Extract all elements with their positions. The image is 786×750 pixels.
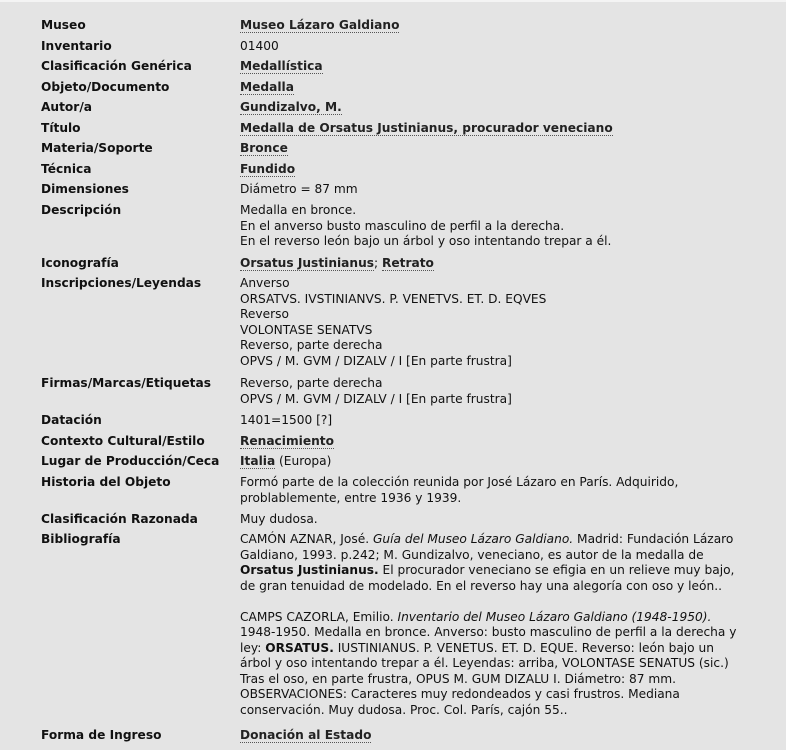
label-museo: Museo (41, 18, 86, 32)
bib-ref2-line6: OBSERVACIONES: Caracteres muy redondeados y casi frustros. Mediana (240, 687, 680, 701)
value-razonada: Muy dudosa. (240, 512, 318, 526)
value-datacion: 1401=1500 [?] (240, 413, 333, 427)
inscripcion-line: Anverso (240, 276, 290, 290)
value-descripcion (240, 203, 770, 250)
autor-link[interactable]: Gundizalvo, M. (240, 100, 342, 114)
bib-spacer (240, 594, 770, 610)
ingreso-link[interactable]: Donación al Estado (240, 728, 372, 742)
label-firmas: Firmas/Marcas/Etiquetas (41, 376, 211, 390)
label-autor: Autor/a (41, 100, 92, 114)
lugar-link[interactable]: Italia (240, 454, 276, 468)
iconografia-link-retrato[interactable]: Retrato (382, 256, 434, 270)
label-clasificacion: Clasificación Genérica (41, 59, 192, 73)
value-autor (240, 100, 770, 116)
value-inscripciones (240, 276, 770, 369)
label-objeto: Objeto/Documento (41, 80, 170, 94)
bib-ref2-line7: conservación. Muy dudosa. Proc. Col. París, cajón 55.. (240, 702, 568, 717)
bib-ref1-line2: Galdiano, 1993. p.242; M. Gundizalvo, veneciano, es autor de la medalla de (240, 547, 704, 562)
tecnica-link[interactable]: Fundido (240, 162, 296, 176)
value-museo (240, 18, 770, 34)
label-historia: Historia del Objeto (41, 475, 171, 489)
museo-link[interactable]: Museo Lázaro Galdiano (240, 18, 400, 32)
label-inscripciones: Inscripciones/Leyendas (41, 276, 202, 290)
value-inventario: 01400 (240, 39, 279, 53)
bib-ref2-work: Inventario del Museo Lázaro Galdiano (1948-1950). (397, 609, 712, 624)
historia-line: Formó parte de la colección reunida por José Lázaro en París. Adquirido, (240, 475, 679, 489)
label-contexto: Contexto Cultural/Estilo (41, 434, 205, 448)
bib-ref1-line3 (240, 563, 770, 579)
clasificacion-link[interactable]: Medallística (240, 59, 323, 73)
label-descripcion: Descripción (41, 203, 122, 217)
label-titulo: Título (41, 121, 81, 135)
descripcion-line: Medalla en bronce. (240, 203, 357, 217)
label-ingreso: Forma de Ingreso (41, 728, 162, 742)
bib-ref2-text: ley: (240, 640, 266, 655)
label-bibliografia: Bibliografía (41, 532, 121, 546)
iconografia-separator: ; (374, 256, 379, 270)
inscripcion-line: Reverso (240, 307, 289, 321)
inscripcion-line: ORSATVS. IVSTINIANVS. P. VENETVS. ET. D. EQVES (240, 291, 547, 306)
label-razonada: Clasificación Razonada (41, 512, 198, 526)
inscripcion-line: VOLONTASE SENATVS (240, 322, 373, 337)
iconografia-link-orsatus[interactable]: Orsatus Justinianus (240, 256, 375, 270)
materia-link[interactable]: Bronce (240, 141, 288, 155)
value-lugar (240, 454, 770, 470)
label-dimensiones: Dimensiones (41, 182, 129, 196)
bib-ref1-bold: Orsatus Justinianus. (240, 563, 379, 577)
firmas-line: OPVS / M. GVM / DIZALV / I [En parte frustra] (240, 391, 512, 406)
value-titulo (240, 121, 770, 137)
historia-line: problablemente, entre 1936 y 1939. (240, 490, 462, 505)
bib-ref2-author: CAMPS CAZORLA, Emilio. (240, 609, 398, 624)
bib-ref2-line3 (240, 641, 770, 657)
descripcion-line: En el anverso busto masculino de perfil a la derecha. (240, 218, 565, 233)
value-firmas (240, 376, 770, 407)
bib-ref2-line1 (240, 610, 770, 626)
value-contexto (240, 434, 770, 450)
label-inventario: Inventario (41, 39, 112, 53)
inscripcion-line: Reverso, parte derecha (240, 338, 383, 352)
value-bibliografia (240, 532, 770, 718)
objeto-link[interactable]: Medalla (240, 80, 294, 94)
inscripcion-line: OPVS / M. GVM / DIZALV / I [En parte frustra] (240, 353, 512, 368)
value-historia (240, 475, 770, 506)
value-iconografia (240, 256, 770, 272)
descripcion-line: En el reverso león bajo un árbol y oso intentando trepar a él. (240, 234, 612, 248)
value-tecnica (240, 162, 770, 178)
value-objeto (240, 80, 770, 96)
bib-ref2-line5: Tras el oso, en parte frustra, OPUS M. GUM DIZALU I. Diámetro: 87 mm. (240, 671, 677, 686)
bib-ref1-line4: de gran tenuidad de modelado. En el reverso hay una alegoría con oso y león.. (240, 578, 722, 593)
bib-ref1-text: Madrid: Fundación Lázaro (573, 532, 734, 546)
bib-ref2-text: IUSTINIANUS. P. VENETUS. ET. D. EQUE. Reverso: león bajo un (333, 640, 714, 655)
bib-ref1-text: El procurador veneciano se efigia en un relieve muy bajo, (378, 563, 735, 577)
value-materia (240, 141, 770, 157)
bib-ref1-work: Guía del Museo Lázaro Galdiano. (372, 532, 574, 546)
bib-ref2-line4: árbol y oso intentando trepar a él. Leyendas: arriba, VOLONTASE SENATUS (sic.) (240, 656, 729, 670)
value-ingreso (240, 728, 770, 744)
lugar-suffix: (Europa) (275, 454, 332, 468)
label-lugar: Lugar de Producción/Ceca (41, 454, 220, 468)
firmas-line: Reverso, parte derecha (240, 376, 383, 390)
bib-ref1-line1 (240, 532, 770, 548)
value-dimensiones: Diámetro = 87 mm (240, 182, 358, 196)
bib-ref2-line2: 1948-1950. Medalla en bronce. Anverso: busto masculino de perfil a la derecha y (240, 625, 737, 639)
label-datacion: Datación (41, 413, 102, 427)
label-materia: Materia/Soporte (41, 141, 153, 155)
contexto-link[interactable]: Renacimiento (240, 434, 334, 448)
bib-ref2-bold: ORSATUS. (265, 640, 334, 655)
titulo-link[interactable]: Medalla de Orsatus Justinianus, procurador veneciano (240, 121, 613, 135)
label-iconografia: Iconografía (41, 256, 119, 270)
bib-ref1-author: CAMÓN AZNAR, José. (240, 532, 373, 546)
label-tecnica: Técnica (41, 162, 92, 176)
value-clasificacion (240, 59, 770, 75)
